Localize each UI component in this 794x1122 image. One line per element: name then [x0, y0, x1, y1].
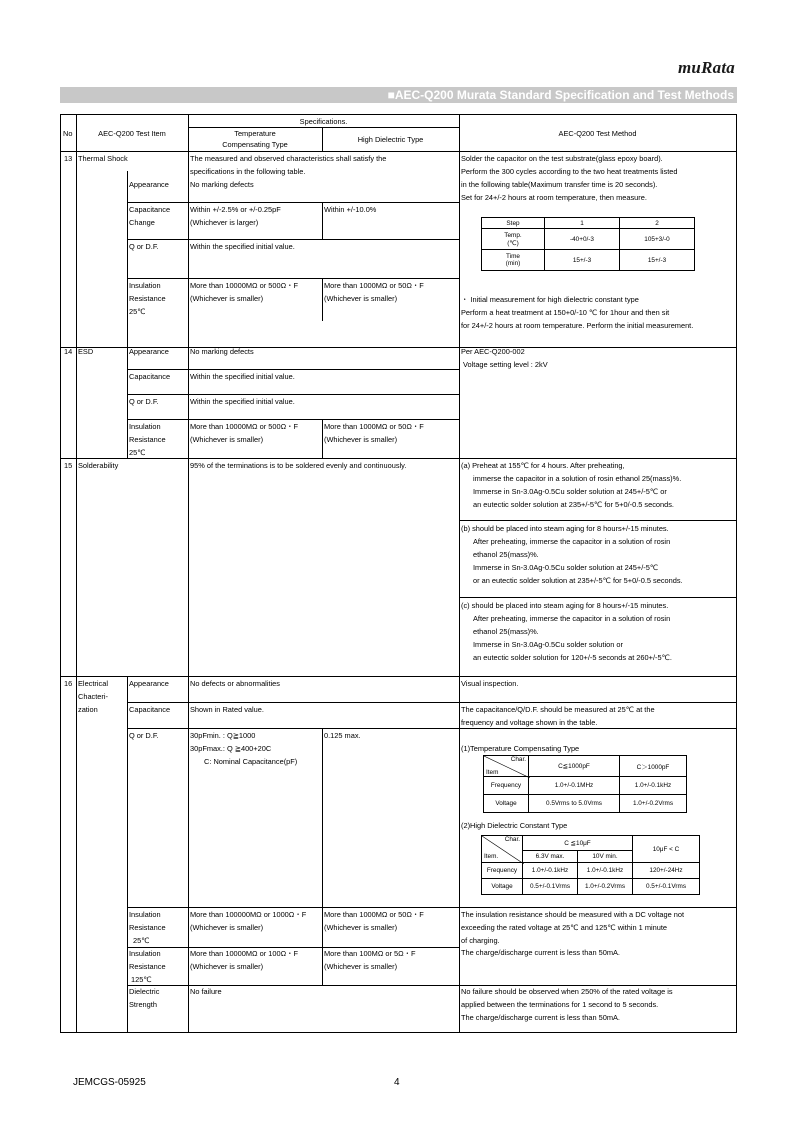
r16-cap-method-2: frequency and voltage shown in the table. [461, 718, 598, 727]
tc-condition-table [483, 755, 687, 813]
r14-ir-3: 25℃ [129, 448, 146, 457]
r14-appearance-spec: No marking defects [190, 347, 254, 356]
r16-cap: Capacitance [129, 705, 171, 714]
step-1: 1 [545, 218, 620, 229]
r16-ir-125-tc: More than 10000MΩ or 100Ω・F [190, 949, 299, 958]
r13-no: 13 [64, 154, 73, 163]
r14-no: 14 [64, 347, 73, 356]
r16-ir-25: Insulation [129, 910, 161, 919]
hd-item-label: Item. [484, 853, 499, 860]
r15-c-5: an eutectic solder solution for 120+/-5 seconds at 260+/-5℃. [473, 653, 672, 662]
r13-cap-2: Change [129, 218, 155, 227]
r14-cap: Capacitance [129, 372, 171, 381]
r14-ir-hd: More than 1000MΩ or 50Ω・F [324, 422, 424, 431]
r13-intro: The measured and observed characteristics shall satisfy the [190, 154, 387, 163]
tc-col-2: C＞1000pF [620, 756, 687, 777]
temp-label: Temp. [504, 231, 522, 239]
r13-ir: Insulation [129, 281, 161, 290]
r16-item-2: Chacteri- [78, 692, 108, 701]
r14-qdf-spec: Within the specified initial value. [190, 397, 295, 406]
r15-item: Solderability [78, 461, 119, 470]
step-2: 2 [620, 218, 695, 229]
r13-ir-2: Resistance [129, 294, 166, 303]
r15-b-4: Immerse in Sn-3.0Ag-0.5Cu solder solution at 245+/-5℃ [473, 563, 659, 572]
hd-char-label: Char. [504, 836, 520, 843]
r13-cap: Capacitance [129, 205, 171, 214]
hd-col-b: 10V min. [578, 850, 633, 862]
spec-table [60, 114, 737, 1033]
r15-a-4: an eutectic solder solution at 235+/-5℃ for 5+0/-0.5 seconds. [473, 500, 674, 509]
r14-ir-2: Resistance [129, 435, 166, 444]
r13-ir-tc-2: (Whichever is smaller) [190, 294, 264, 303]
r16-no: 16 [64, 679, 73, 688]
murata-logo: muRata [678, 58, 735, 77]
header-temp-comp: Temperature [234, 129, 276, 138]
r15-no: 15 [64, 461, 73, 470]
r15-c-4: Immerse in Sn-3.0Ag-0.5Cu solder solution or [473, 640, 623, 649]
r13-item: Thermal Shock [78, 154, 128, 163]
r15-c-2: After preheating, immerse the capacitor in a solution of rosin [473, 614, 671, 623]
temp-step-1: -40+0/-3 [545, 229, 620, 250]
r16-ir-125-tc-2: (Whichever is smaller) [190, 962, 264, 971]
r16-item: Electrical [78, 679, 108, 688]
r14-method-2: Voltage setting level : 2kV [463, 360, 548, 369]
r15-c: (c) should be placed into steam aging for 8 hours+/-15 minutes. [461, 601, 669, 610]
tc-col-1: C≦1000pF [529, 756, 620, 777]
r16-ir-25-hd-2: (Whichever is smaller) [324, 923, 398, 932]
r16-dielectric-spec: No failure [190, 987, 222, 996]
tc-volt-2: 1.0+/-0.2Vrms [620, 795, 687, 813]
r16-ir-method: The insulation resistance should be measured with a DC voltage not [461, 910, 685, 919]
r16-ir-125-hd-2: (Whichever is smaller) [324, 962, 398, 971]
r14-method: Per AEC-Q200-002 [461, 347, 525, 356]
r16-dielectric: Dielectric [129, 987, 160, 996]
r16-ir-25-tc: More than 100000MΩ or 1000Ω・F [190, 910, 307, 919]
step-header: Step [482, 218, 545, 229]
r16-ir-25-tc-2: (Whichever is smaller) [190, 923, 264, 932]
hd-condition-table [481, 835, 700, 895]
r16-dielectric-method-2: applied between the terminations for 1 second to 5 seconds. [461, 1000, 659, 1009]
r16-item-3: zation [78, 705, 98, 714]
time-unit: (min) [505, 260, 521, 267]
r16-qdf-hd: 0.125 max. [324, 731, 361, 740]
r13-intro-2: specifications in the following table. [190, 167, 306, 176]
tc-volt-1: 0.5Vrms to 5.0Vrms [529, 795, 620, 813]
r15-b: (b) should be placed into steam aging for 8 hours+/-15 minutes. [461, 524, 669, 533]
header-high-dielectric: High Dielectric Type [357, 135, 424, 144]
hd-volt-3: 0.5+/-0.1Vrms [633, 879, 700, 895]
r13-method-3: in the following table(Maximum transfer time is 20 seconds). [461, 180, 658, 189]
r16-appearance-method: Visual inspection. [461, 679, 519, 688]
temp-step-2: 105+3/-0 [620, 229, 695, 250]
r16-ir-method-3: of charging. [461, 936, 500, 945]
r13-cap-tc-2: (Whichever is larger) [190, 218, 259, 227]
r14-qdf: Q or D.F. [129, 397, 159, 406]
r15-a: (a) Preheat at 155℃ for 4 hours. After preheating, [461, 461, 625, 470]
r16-cap-spec: Shown in Rated value. [190, 705, 264, 714]
r13-method-4: Set for 24+/-2 hours at room temperature, then measure. [461, 193, 647, 202]
r13-appearance: Appearance [129, 180, 169, 189]
r16-ir-125: Insulation [129, 949, 161, 958]
hd-volt-2: 1.0+/-0.2Vrms [578, 879, 633, 895]
r13-ir-hd: More than 1000MΩ or 50Ω・F [324, 281, 424, 290]
r16-appearance: Appearance [129, 679, 169, 688]
r16-qdf: Q or D.F. [129, 731, 159, 740]
r13-qdf-spec: Within the specified initial value. [190, 242, 295, 251]
r16-cap-method: The capacitance/Q/D.F. should be measured at 25℃ at the [461, 705, 655, 714]
r15-b-2: After preheating, immerse the capacitor in a solution of rosin [473, 537, 671, 546]
r15-b-3: ethanol 25(mass)%. [473, 550, 539, 559]
r14-cap-spec: Within the specified initial value. [190, 372, 295, 381]
r15-spec: 95% of the terminations is to be soldered evenly and continuously. [190, 461, 407, 470]
time-step-1: 15+/-3 [545, 250, 620, 271]
r16-qdf-tc: 30pFmin. : Q≧1000 [190, 731, 256, 740]
header-test-method: AEC-Q200 Test Method [558, 129, 637, 138]
r13-method-7: for 24+/-2 hours at room temperature. Perform the initial measurement. [461, 321, 694, 330]
tc-char-label: Char. [510, 756, 526, 763]
r16-dielectric-2: Strength [129, 1000, 157, 1009]
hd-voltage-label: Voltage [482, 879, 523, 895]
r16-qdf-tc-3: C: Nominal Capacitance(pF) [204, 757, 298, 766]
page-number: 4 [394, 1077, 400, 1088]
tc-freq-2: 1.0+/-0.1kHz [620, 777, 687, 795]
banner-title: ■AEC-Q200 Murata Standard Specification and Test Methods [387, 88, 734, 102]
r14-ir-tc-2: (Whichever is smaller) [190, 435, 264, 444]
tc-table-title: (1)Temperature Compensating Type [461, 744, 580, 753]
r13-appearance-spec: No marking defects [190, 180, 254, 189]
r13-method-6: Perform a heat treatment at 150+0/-10 ℃ for 1hour and then sit [461, 308, 670, 317]
tc-frequency-label: Frequency [484, 777, 529, 795]
r16-dielectric-method-3: The charge/discharge current is less than 50mA. [461, 1013, 620, 1022]
r16-dielectric-method: No failure should be observed when 250% of the rated voltage is [461, 987, 673, 996]
thermal-shock-table [481, 217, 695, 271]
r15-c-3: ethanol 25(mass)%. [473, 627, 539, 636]
tc-freq-1: 1.0+/-0.1MHz [529, 777, 620, 795]
r13-ir-3: 25℃ [129, 307, 146, 316]
r13-ir-hd-2: (Whichever is smaller) [324, 294, 398, 303]
hd-col-3: 10μF < C [633, 836, 700, 863]
r13-cap-hd: Within +/-10.0% [324, 205, 377, 214]
section-banner [60, 87, 737, 103]
hd-freq-1: 1.0+/-0.1kHz [523, 863, 578, 879]
hd-col-c: C ≦10μF [523, 836, 633, 851]
r16-ir-125-2: Resistance [129, 962, 166, 971]
hd-table-title: (2)High Dielectric Constant Type [461, 821, 568, 830]
r16-qdf-tc-2: 30pFmax.: Q ≧400+20C [190, 744, 272, 753]
hd-volt-1: 0.5+/-0.1Vrms [523, 879, 578, 895]
header-temp-comp-2: Compensating Type [222, 140, 288, 149]
time-step-2: 15+/-3 [620, 250, 695, 271]
r14-item: ESD [78, 347, 94, 356]
r15-a-3: Immerse in Sn-3.0Ag-0.5Cu solder solution at 245+/-5℃ or [473, 487, 667, 496]
r15-b-5: or an eutectic solder solution at 235+/-5℃ for 5+0/-0.5 seconds. [473, 576, 683, 585]
header-specifications: Specifications. [299, 117, 348, 126]
hd-frequency-label: Frequency [482, 863, 523, 879]
r14-ir: Insulation [129, 422, 161, 431]
r14-ir-tc: More than 10000MΩ or 500Ω・F [190, 422, 299, 431]
r13-cap-tc: Within +/-2.5% or +/-0.25pF [190, 205, 281, 214]
r15-a-2: immerse the capacitor in a solution of rosin ethanol 25(mass)%. [473, 474, 682, 483]
r16-appearance-spec: No defects or abnormalities [190, 679, 280, 688]
r13-method: Solder the capacitor on the test substrate(glass epoxy board). [461, 154, 663, 163]
hd-freq-3: 120+/-24Hz [633, 863, 700, 879]
hd-col-a: 6.3V max. [523, 850, 578, 862]
r16-ir-method-4: The charge/discharge current is less than 50mA. [461, 948, 620, 957]
r16-ir-method-2: exceeding the rated voltage at 25℃ and 125℃ within 1 minute [461, 923, 668, 932]
header-test-item: AEC-Q200 Test Item [98, 129, 166, 138]
header-no: No [63, 129, 73, 138]
r14-appearance: Appearance [129, 347, 169, 356]
r16-ir-125-3: 125℃ [131, 975, 152, 984]
r13-qdf: Q or D.F. [129, 242, 159, 251]
r16-ir-25-2: Resistance [129, 923, 166, 932]
r14-ir-hd-2: (Whichever is smaller) [324, 435, 398, 444]
r16-ir-25-3: 25℃ [133, 936, 150, 945]
r16-ir-125-hd: More than 100MΩ or 5Ω・F [324, 949, 416, 958]
tc-item-label: Item [486, 769, 499, 776]
r16-ir-25-hd: More than 1000MΩ or 50Ω・F [324, 910, 424, 919]
document-number: JEMCGS-05925 [73, 1077, 146, 1088]
r13-method-5: ・ Initial measurement for high dielectric constant type [461, 295, 639, 304]
tc-voltage-label: Voltage [484, 795, 529, 813]
r13-ir-tc: More than 10000MΩ or 500Ω・F [190, 281, 299, 290]
r13-method-2: Perform the 300 cycles according to the two heat treatments listed [461, 167, 678, 176]
time-label: Time [506, 253, 520, 260]
hd-freq-2: 1.0+/-0.1kHz [578, 863, 633, 879]
temp-unit: (℃) [507, 239, 519, 247]
